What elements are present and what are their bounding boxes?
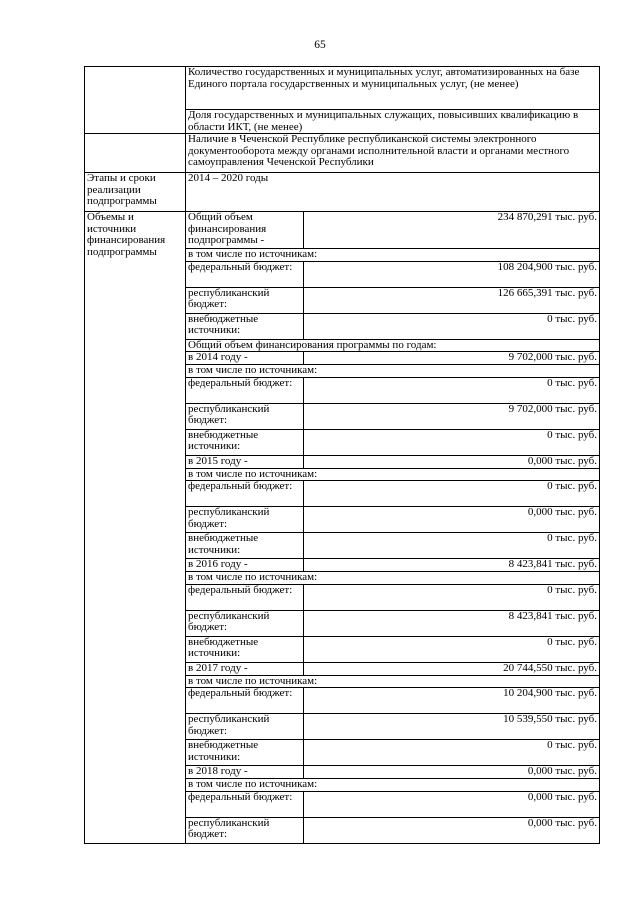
year-total-label: в 2015 году -: [186, 455, 304, 468]
stages-row: [85, 173, 600, 212]
year-source-value: 0 тыс. руб.: [304, 584, 600, 610]
year-source-label: федеральный бюджет:: [186, 688, 304, 714]
year-source-value: 0,000 тыс. руб.: [304, 817, 600, 843]
source-label: федеральный бюджет:: [186, 261, 304, 287]
year-total-label: в 2017 году -: [186, 662, 304, 675]
year-source-label: внебюджетные источники:: [186, 636, 304, 662]
year-sources-heading: в том числе по источникам:: [186, 365, 600, 378]
year-source-value: 8 423,841 тыс. руб.: [304, 610, 600, 636]
source-label: республиканский бюджет:: [186, 287, 304, 313]
source-value: 0 тыс. руб.: [304, 313, 600, 339]
year-source-label: федеральный бюджет:: [186, 377, 304, 403]
indicator-text: Количество государственных и муниципальных услуг, автоматизированных на базе Единого портала государственных и муниципальных услуг, (не менее): [186, 67, 600, 110]
year-total-value: 0,000 тыс. руб.: [304, 455, 600, 468]
source-value: 108 204,900 тыс. руб.: [304, 261, 600, 287]
year-total-value: 0,000 тыс. руб.: [304, 766, 600, 779]
year-sources-heading: в том числе по источникам:: [186, 468, 600, 481]
year-source-value: 9 702,000 тыс. руб.: [304, 403, 600, 429]
year-source-value: 0 тыс. руб.: [304, 533, 600, 559]
year-source-label: республиканский бюджет:: [186, 610, 304, 636]
year-sources-heading: в том числе по источникам:: [186, 675, 600, 688]
source-label: внебюджетные источники:: [186, 313, 304, 339]
year-source-value: 0 тыс. руб.: [304, 740, 600, 766]
indicator-text: Доля государственных и муниципальных служащих, повысивших квалификацию в области ИКТ, (не менее): [186, 110, 600, 134]
year-source-value: 0,000 тыс. руб.: [304, 507, 600, 533]
indicator-text: Наличие в Чеченской Республике республиканской системы электронного документооборота между органами исполнительной власти и органами местного самоуправления Чеченской Республики: [186, 134, 600, 173]
year-source-label: внебюджетные источники:: [186, 533, 304, 559]
year-source-value: 0 тыс. руб.: [304, 636, 600, 662]
year-source-value: 0 тыс. руб.: [304, 377, 600, 403]
year-source-value: 10 204,900 тыс. руб.: [304, 688, 600, 714]
year-source-label: республиканский бюджет:: [186, 817, 304, 843]
year-total-label: в 2016 году -: [186, 559, 304, 572]
year-source-label: внебюджетные источники:: [186, 429, 304, 455]
financing-label: Объемы и источники финансирования подпрограммы: [85, 212, 186, 844]
year-source-label: федеральный бюджет:: [186, 481, 304, 507]
sources-heading: в том числе по источникам:: [186, 249, 600, 262]
stages-label: Этапы и сроки реализации подпрограммы: [85, 173, 186, 212]
year-source-value: 10 539,550 тыс. руб.: [304, 714, 600, 740]
year-source-label: федеральный бюджет:: [186, 584, 304, 610]
year-source-label: республиканский бюджет:: [186, 403, 304, 429]
year-source-value: 0 тыс. руб.: [304, 481, 600, 507]
table-body: [85, 67, 600, 844]
year-total-value: 9 702,000 тыс. руб.: [304, 352, 600, 365]
year-total-value: 8 423,841 тыс. руб.: [304, 559, 600, 572]
empty-left-cell: [85, 134, 186, 173]
year-sources-heading: в том числе по источникам:: [186, 572, 600, 585]
year-total-value: 20 744,550 тыс. руб.: [304, 662, 600, 675]
financing-total-value: 234 870,291 тыс. руб.: [304, 212, 600, 249]
year-total-label: в 2018 году -: [186, 766, 304, 779]
year-source-label: федеральный бюджет:: [186, 791, 304, 817]
financing-total-row: [85, 212, 600, 249]
year-total-label: в 2014 году -: [186, 352, 304, 365]
indicator-row: [85, 67, 600, 110]
year-sources-heading: в том числе по источникам:: [186, 779, 600, 792]
indicator-row: [85, 134, 600, 173]
year-source-label: республиканский бюджет:: [186, 714, 304, 740]
financing-total-label: Общий объем финансирования подпрограммы -: [186, 212, 304, 249]
stages-value: 2014 – 2020 годы: [186, 173, 600, 212]
empty-left-cell: [85, 67, 186, 134]
by-years-heading: Общий объем финансирования программы по годам:: [186, 339, 600, 352]
subprogram-passport-table: [84, 66, 600, 844]
year-source-label: внебюджетные источники:: [186, 740, 304, 766]
year-source-label: республиканский бюджет:: [186, 507, 304, 533]
source-value: 126 665,391 тыс. руб.: [304, 287, 600, 313]
year-source-value: 0 тыс. руб.: [304, 429, 600, 455]
page-number: 65: [314, 39, 326, 51]
year-source-value: 0,000 тыс. руб.: [304, 791, 600, 817]
